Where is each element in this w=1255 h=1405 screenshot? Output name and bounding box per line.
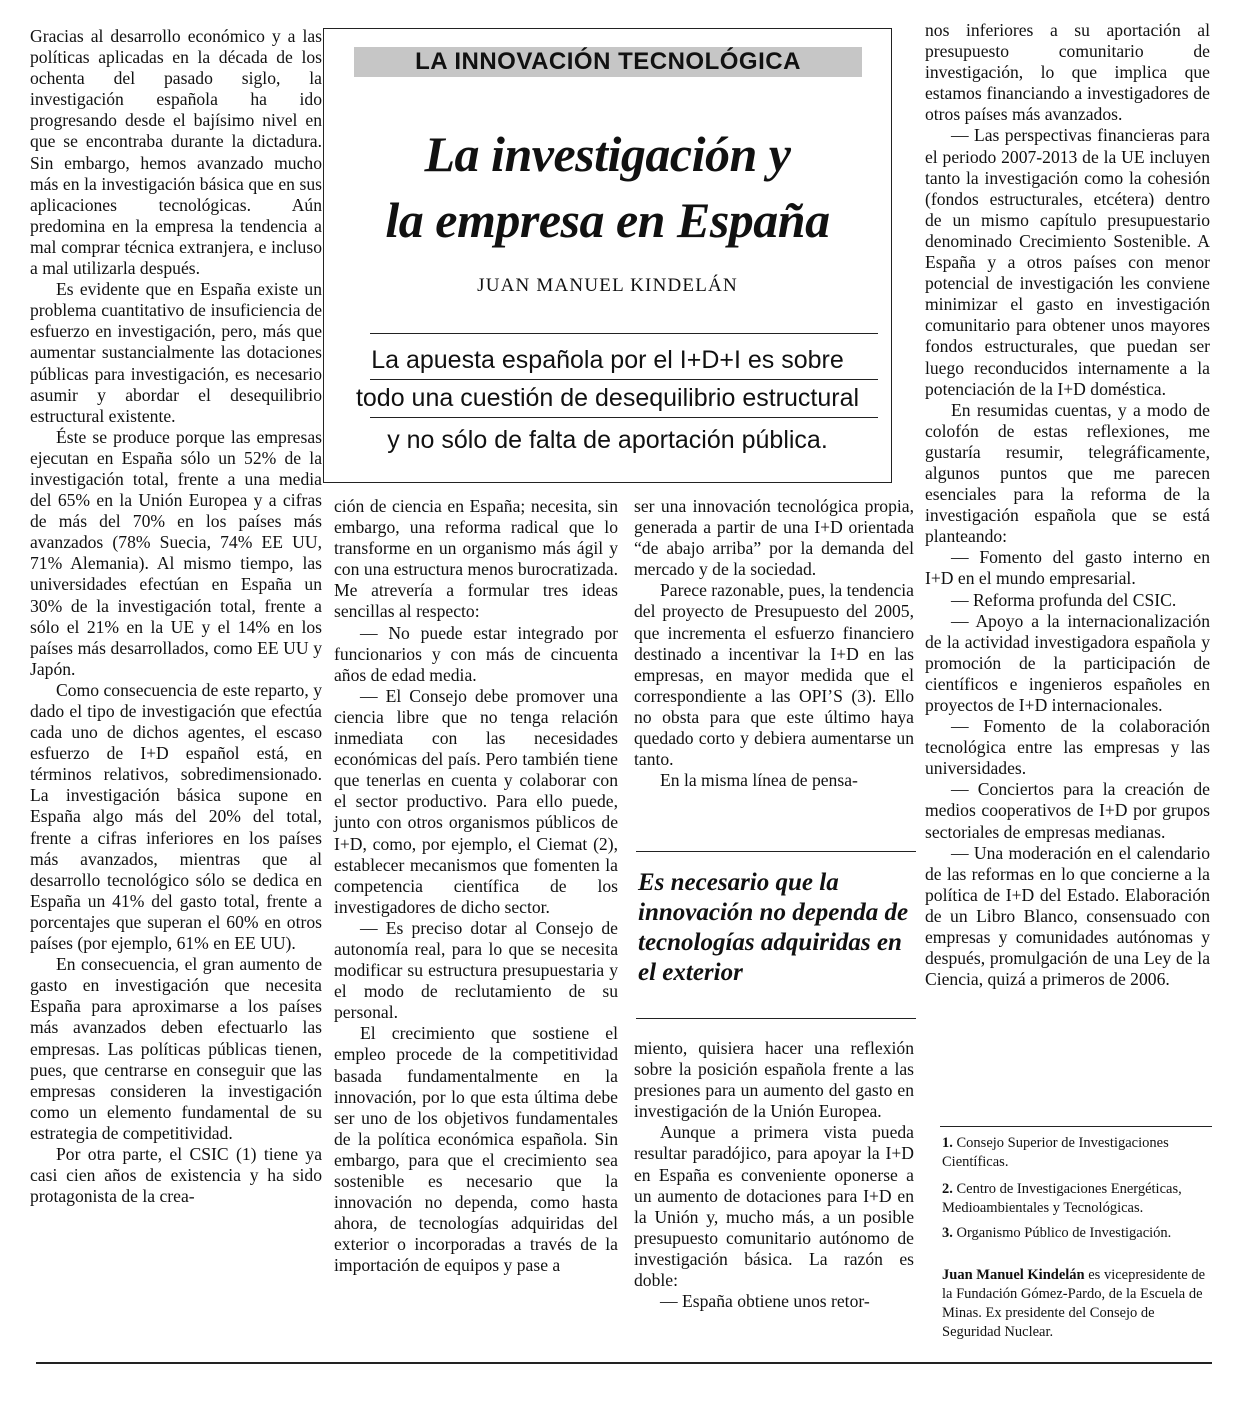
list-item: — Conciertos para la creación de medios cooperativos de I+D por grupos sectoriales de empresas medianas. (925, 779, 1210, 842)
section-kicker: LA INNOVACIÓN TECNOLÓGICA (354, 47, 862, 77)
paragraph: Éste se produce porque las empresas ejecutan en España sólo un 52% de la investigación total, frente a una media del 65% en la Unión Europea y a cifras de más del 70% en los países más avanzados (78% Suecia, 74% EE UU, 71% Alemania). Al mismo tiempo, las universidades efectúan en España un 30% de la investigación total, frente a sólo el 21% en la UE y el 14% en los países más desarrollados, como EE UU y Japón. (30, 426, 322, 679)
article-column-4 (925, 20, 1210, 990)
paragraph: Gracias al desarrollo económico y a las políticas aplicadas en la década de los ochenta del pasado siglo, la investigación española ha ido progresando desde el bajísimo nivel en que se encontraba durante la dictadura. Sin embargo, hemos avanzado mucho más en la investigación básica que en sus aplicaciones tecnológicas. Aún predomina en la empresa la tendencia a mal comprar técnica extranjera, e incluso a mal utilizarla después. (30, 26, 322, 279)
paragraph: El crecimiento que sostiene el empleo procede de la competitividad basada fundamentalmente en la innovación, por lo que esta última debe ser uno de los objetivos fundamentales de la política económica española. Sin embargo, para que el crecimiento sea sostenible es necesario que la innovación no dependa, como hasta ahora, de tecnologías adquiridas del exterior o incorporadas a través de la importación de equipos y pase a (334, 1023, 618, 1276)
paragraph: miento, quisiera hacer una reflexión sobre la posición española frente a las presiones para un aumento del gasto en investigación de la Unión Europea. (634, 1038, 914, 1122)
paragraph: En la misma línea de pensa- (660, 770, 858, 791)
byline: JUAN MANUEL KINDELÁN (477, 275, 738, 296)
author-bio (942, 1266, 1212, 1342)
list-item: — Fomento de la colaboración tecnológica entre las empresas y las universidades. (925, 716, 1210, 779)
list-item: — Apoyo a la internacionalización de la actividad investigadora española y promoción de la participación de científicos e ingenieros españoles en proyectos de I+D internacionales. (925, 610, 1210, 715)
article-column-1 (30, 26, 322, 1207)
list-item: — Reforma profunda del CSIC. (951, 589, 1177, 610)
footnote-1 (942, 1134, 1212, 1172)
footnote-text: Centro de Investigaciones Energéticas, Medioambientales y Tecnológicas. (942, 1181, 1182, 1216)
headline-line-2: la empresa en España (385, 192, 830, 248)
pull-quote-line-3: y no sólo de falta de aportación pública. (387, 426, 828, 454)
pull-quote-divider-bottom (636, 1018, 916, 1019)
footnote-number: 3. (942, 1225, 953, 1241)
paragraph: Aunque a primera vista pueda resultar paradójico, para apoyar la I+D en España es conveniente oponerse a un aumento de dotaciones para I+D en la Unión y, mucho más, a un posible presupuesto comunitario autónomo de investigación básica. La razón es doble: (634, 1122, 914, 1291)
footnote-number: 1. (942, 1135, 953, 1151)
list-item: — Fomento del gasto interno en I+D en el mundo empresarial. (925, 547, 1210, 589)
paragraph: En resumidas cuentas, y a modo de colofón de estas reflexiones, me gustaría resumir, telegráficamente, algunos puntos que me parecen esenciales para la reforma de la investigación española que se está planteando: (925, 399, 1210, 547)
paragraph: Por otra parte, el CSIC (1) tiene ya casi cien años de existencia y ha sido protagonista de la crea- (30, 1143, 322, 1207)
pull-quote-divider-top (636, 851, 916, 852)
footnote-number: 2. (942, 1181, 953, 1197)
author-bio-name: Juan Manuel Kindelán (942, 1267, 1085, 1283)
footnote-2 (942, 1180, 1212, 1218)
paragraph: En consecuencia, el gran aumento de gasto en investigación que necesita España para aproximarse a los países más avanzados deben efectuarlo las empresas. Las políticas públicas tienen, pues, que centrarse en conseguir que las empresas consideren la investigación como un elemento fundamental de su estrategia de competitividad. (30, 954, 322, 1143)
paragraph: — Es preciso dotar al Consejo de autonomía real, para lo que se necesita modificar su estructura presupuestaria y el modo de reclutamiento de su personal. (334, 917, 618, 1023)
page-bottom-rule (36, 1362, 1212, 1364)
article-column-3-bottom (634, 1038, 914, 1312)
pull-quote-line-1: La apuesta española por el I+D+I es sobre (371, 346, 844, 374)
list-item: — Una moderación en el calendario de las reformas en lo que concierne a la política de I+D del Estado. Elaboración de un Libro Blanco, consensuado con empresas y comunidades autónomas y después, promulgación de una Ley de la Ciencia, quizá a primeros de 2006. (925, 842, 1210, 990)
author-bio-text: es vicepresidente de la Fundación Gómez-Pardo, de la Escuela de Minas. Ex presidente del Consejo de Seguridad Nuclear. (942, 1267, 1206, 1340)
footnote-text: Organismo Público de Investigación. (956, 1225, 1172, 1241)
headline (324, 121, 891, 253)
footnote-3 (942, 1224, 1212, 1243)
headline-line-1: La investigación y (424, 126, 791, 182)
pull-quote-2: Es necesario que la innovación no dependa de tecnologías adquiridas en el exterior (638, 869, 909, 986)
paragraph: Parece razonable, pues, la tendencia del proyecto de Presupuesto del 2005, que incrementa el esfuerzo financiero destinado a incentivar la I+D en las empresas, en mayor medida que el correspondiente a las OPI’S (3). Ello no obsta para que este último haya quedado corto y debiera aumentarse un tanto. (634, 580, 914, 770)
divider (370, 417, 878, 418)
footnote-divider (940, 1126, 1212, 1127)
article-column-2 (334, 496, 618, 1276)
paragraph: Como consecuencia de este reparto, y dado el tipo de investigación que efectúa cada uno de dichos agentes, el escaso esfuerzo de I+D español está, en términos relativos, sobredimensionado. La investigación básica supone en España algo más del 20% del total, frente a cifras inferiores en los países más avanzados, mientras que al desarrollo tecnológico sólo se dedica en España un 41% del gasto total, frente a porcentajes que superan el 60% en otros países (por ejemplo, 61% en EE UU). (30, 679, 322, 954)
paragraph: — El Consejo debe promover una ciencia libre que no tenga relación inmediata con las necesidades económicas del país. Pero también tiene que tenerlas en cuenta y colaborar con el sector productivo. Para ello puede, junto con otros organismos públicos de I+D, como, por ejemplo, el Ciemat (2), establecer mecanismos que fomenten la competencia científica de los investigadores de dicho sector. (334, 685, 618, 917)
divider (370, 333, 878, 334)
paragraph: ción de ciencia en España; necesita, sin embargo, una reforma radical que lo transforme en un organismo más ágil y con una estructura menos burocratizada. Me atrevería a formular tres ideas sencillas al respecto: (334, 496, 618, 622)
paragraph: — España obtiene unos retor- (660, 1291, 870, 1312)
pull-quote-line-2: todo una cuestión de desequilibrio estructural (355, 384, 860, 412)
paragraph: ser una innovación tecnológica propia, generada a partir de una I+D orientada “de abajo arriba” por la demanda del mercado y de la sociedad. (634, 496, 914, 580)
paragraph: nos inferiores a su aportación al presupuesto comunitario de investigación, lo que implica que estamos financiando a investigadores de otros países más avanzados. (925, 20, 1210, 125)
article-column-3-top (634, 496, 914, 791)
paragraph: — Las perspectivas financieras para el periodo 2007-2013 de la UE incluyen tanto la investigación como la cohesión (fondos estructurales, etcétera) dentro de un mismo capítulo presupuestario denominado Crecimiento Sostenible. A España y a otros países con menor potencial de investigación les conviene minimizar el gasto en investigación comunitario para obtener unos mayores fondos estructurales, que puedan ser luego reconducidos internamente a la potenciación de la I+D doméstica. (925, 125, 1210, 399)
footnote-text: Consejo Superior de Investigaciones Científicas. (942, 1135, 1169, 1170)
title-box (323, 28, 892, 483)
paragraph: — No puede estar integrado por funcionarios y con más de cincuenta años de edad media. (334, 622, 618, 685)
paragraph: Es evidente que en España existe un problema cuantitativo de insuficiencia de esfuerzo en investigación, pero, más que aumentar sustancialmente las dotaciones públicas para investigación, es necesario asumir y abordar el desequilibrio estructural existente. (30, 279, 322, 426)
divider (370, 379, 878, 380)
